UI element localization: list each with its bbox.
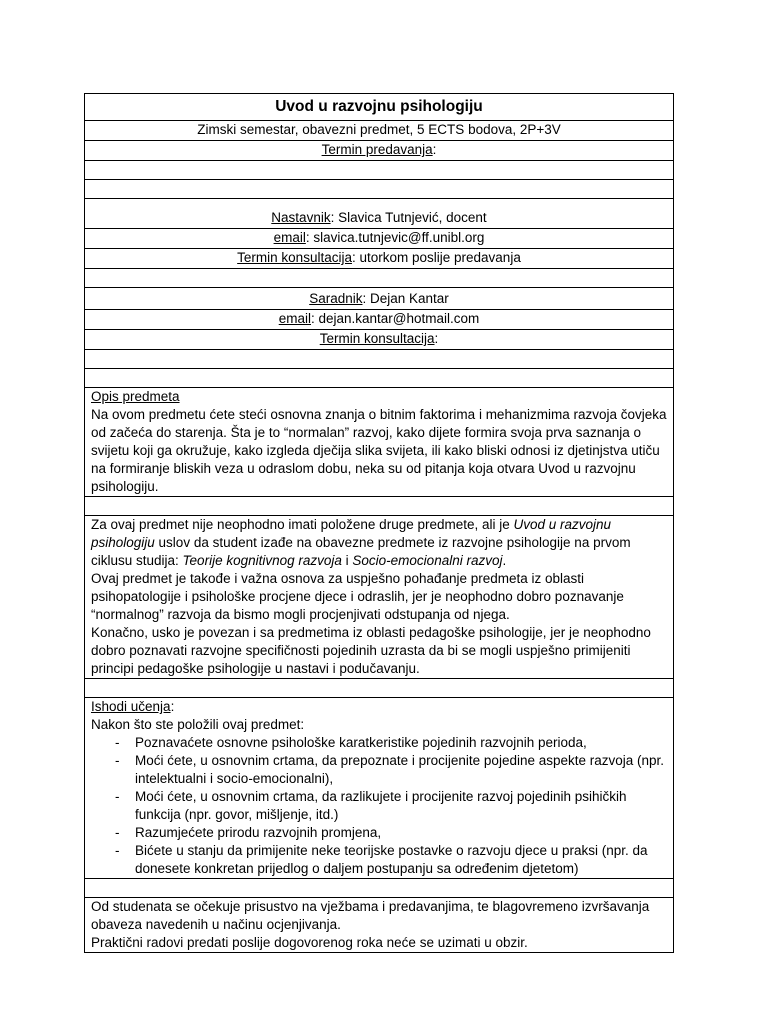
syllabus-table	[84, 93, 674, 953]
nastavnik-email-label: email	[273, 230, 306, 245]
preduslovi-course-name: Uvod u razvojnu psihologiju	[91, 517, 612, 550]
empty-row	[85, 879, 674, 898]
preduslovi-p2: Ovaj predmet je takođe i važna osnova za uspješno pohađanje predmeta iz oblasti psihopatologije i psihološke procjene djece i odraslih, jer je neophodno dobro poznavanje “normalnog” razvoja da bismo mogli procjenjivati odstupanja od njega.	[91, 571, 624, 622]
preduslovi-course-name: Teorije kognitivnog razvoja	[182, 553, 342, 568]
list-item: - Moći ćete, u osnovnim crtama, da razlikujete i procijenite razvoj pojedinih psihičkih funkcija (npr. govor, mišljenje, itd.)	[91, 788, 667, 824]
empty-row	[85, 269, 674, 288]
nastavnik-konsultacije-value: utorkom poslije predavanja	[359, 250, 521, 265]
termin-predavanja-row: Termin predavanja:	[85, 141, 674, 161]
termin-predavanja-label: Termin predavanja	[321, 142, 433, 157]
opis-text: Na ovom predmetu ćete steći osnovna znanja o bitnim faktorima i mehanizmima razvoja čovjeka od začeća do starenja. Šta je to “normalan” razvoj, kako dijete formira svoja prva saznanja o svijetu koji ga okružuje, kako izgleda dječija slika svijeta, ili kako bliski odnosi iz djetinjstva utiču na formiranje bliskih veza u odraslom dobu, neka su od pitanja koja otvara Uvod u razvojnu psihologiju.	[91, 407, 667, 494]
saradnik-email-label: email	[278, 311, 311, 326]
nastavnik-label: Nastavnik	[271, 210, 331, 225]
preduslovi-course-name: Socio-emocionalni razvoj	[352, 553, 503, 568]
nastavnik-email-row: email: slavica.tutnjevic@ff.unibl.org	[85, 229, 674, 249]
obaveze-p2: Praktični radovi predati poslije dogovorenog roka neće se uzimati u obzir.	[91, 935, 528, 950]
preduslovi-p1-text: Za ovaj predmet nije neophodno imati položene druge predmete, ali je	[91, 517, 514, 532]
empty-row	[85, 161, 674, 180]
list-item: - Bićete u stanju da primijenite neke teorijske postavke o razvoju djece u praksi (npr. da donesete konkretan prijedlog o daljem postupanju sa određenim djetetom)	[91, 842, 667, 878]
preduslovi-p1	[91, 516, 667, 570]
list-item: - Poznavaćete osnovne psihološke karatkeristike pojedinih razvojnih perioda,	[91, 734, 667, 752]
preduslovi-p3: Konačno, usko je povezan i sa predmetima iz oblasti pedagoške psihologije, jer je neophodno dobro poznavati razvojne specifičnosti pojedinih uzrasta da bi se mogli uspješno primijeniti principi pedagoške psihologije u nastavi i podučavanju.	[91, 625, 651, 676]
nastavnik-row: Nastavnik: Slavica Tutnjević, docent	[85, 199, 674, 229]
opis-predmeta-section	[85, 388, 674, 497]
nastavnik-konsultacije-label: Termin konsultacija	[237, 250, 352, 265]
course-title: Uvod u razvojnu psihologiju	[85, 94, 674, 121]
ishodi-heading: Ishodi učenja	[91, 699, 171, 714]
list-item: - Moći ćete, u osnovnim crtama, da prepoznate i procijenite pojedine aspekte razvoja (npr. intelektualni i socio-emocionalni),	[91, 752, 667, 788]
opis-heading: Opis predmeta	[91, 389, 180, 404]
obaveze-p1: Od studenata se očekuje prisustvo na vježbama i predavanjima, te blagovremeno izvršavanja obaveza navedenih u načinu ocjenjivanja.	[91, 899, 650, 932]
preduslovi-p1-text: .	[502, 553, 507, 568]
empty-row	[85, 350, 674, 369]
nastavnik-value: Slavica Tutnjević, docent	[338, 210, 487, 225]
obaveze-section	[85, 898, 674, 953]
ishodi-section: Ishodi učenja: Nakon što ste položili ovaj predmet: - Poznavaćete osnovne psihološke karatkeristike pojedinih razvojnih perioda, - Moći ćete, u osnovnim crtama, da prepoznate i procijenite pojedine aspekte razvoja (npr. intelektualni i socio-emocionalni), - Moći ćete, u osnovnim crtama, da razlikujete i procijenite razvoj pojedinih psihičkih funkcija (npr. govor, mišljenje, itd.) - Razumjećete prirodu razvojnih promjena, - Bićete u stanju da primijenite neke teorijske postavke o razvoju djece u praksi (npr. da donesete konkretan prijedlog o daljem postupanju sa određenim djetetom)	[85, 698, 674, 879]
saradnik-label: Saradnik	[309, 291, 363, 306]
ishodi-intro: Nakon što ste položili ovaj predmet:	[91, 717, 305, 732]
preduslovi-p1-text: uslov da student izađe na obavezne predmete iz razvojne psihologije na prvom ciklusu studija:	[91, 535, 631, 568]
empty-row	[85, 369, 674, 388]
empty-row	[85, 679, 674, 698]
empty-row	[85, 180, 674, 199]
preduslovi-p1-text: i	[341, 553, 353, 568]
empty-row	[85, 497, 674, 516]
list-item: - Razumjećete prirodu razvojnih promjena,	[91, 824, 667, 842]
nastavnik-email-value: slavica.tutnjevic@ff.unibl.org	[313, 230, 485, 245]
preduslovi-section	[85, 516, 674, 679]
ishodi-list	[91, 734, 667, 878]
saradnik-row: Saradnik: Dejan Kantar	[85, 288, 674, 310]
saradnik-konsultacije-label: Termin konsultacija	[319, 331, 435, 346]
saradnik-email-row: email: dejan.kantar@hotmail.com	[85, 310, 674, 330]
saradnik-email-value: dejan.kantar@hotmail.com	[318, 311, 480, 326]
saradnik-konsultacije-row: Termin konsultacija:	[85, 330, 674, 350]
saradnik-value: Dejan Kantar	[370, 291, 449, 306]
nastavnik-konsultacije-row: Termin konsultacija: utorkom poslije predavanja	[85, 249, 674, 269]
course-subtitle: Zimski semestar, obavezni predmet, 5 ECTS bodova, 2P+3V	[85, 121, 674, 141]
